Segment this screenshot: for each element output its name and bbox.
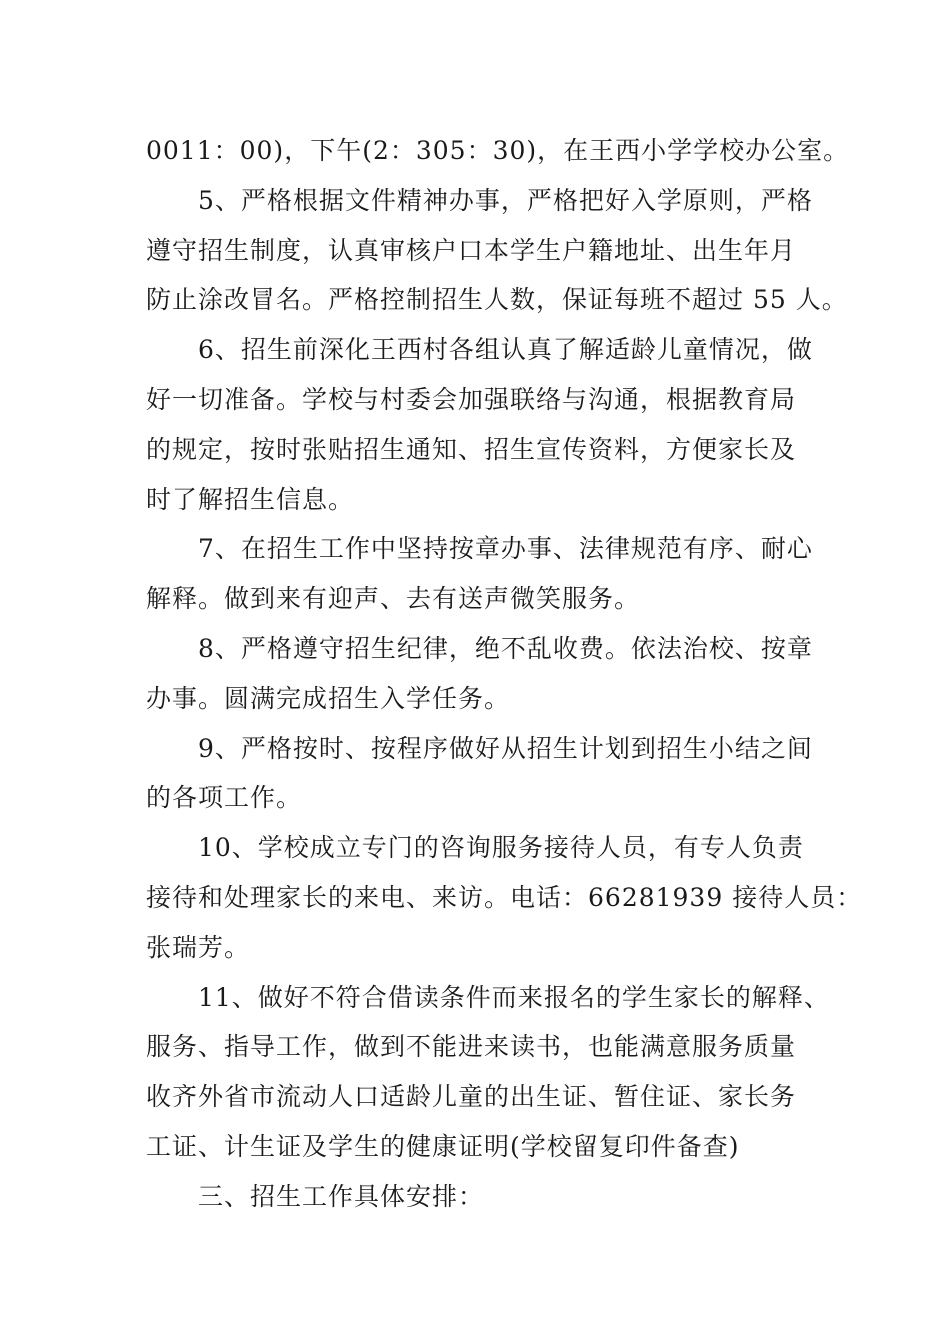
text-line-21: 工证、计生证及学生的健康证明(学校留复印件备查) (146, 1131, 740, 1161)
text-line-19: 服务、指导工作，做到不能进来读书，也能满意服务质量 (146, 1032, 797, 1062)
text-line-12: 办事。圆满完成招生入学任务。 (146, 683, 511, 713)
text-line-22: 三、招生工作具体安排： (198, 1181, 485, 1211)
text-line-6: 好一切准备。学校与村委会加强联络与沟通，根据教育局 (146, 384, 797, 414)
text-line-7: 的规定，按时张贴招生通知、招生宣传资料，方便家长及 (146, 434, 797, 464)
text-line-10: 解释。做到来有迎声、去有送声微笑服务。 (146, 584, 641, 614)
text-line-11: 8、严格遵守招生纪律，绝不乱收费。依法治校、按章 (198, 633, 813, 663)
text-line-4: 防止涂改冒名。严格控制招生人数，保证每班不超过 55 人。 (146, 285, 848, 315)
text-line-17: 张瑞芳。 (146, 932, 251, 962)
text-line-5: 6、招生前深化王西村各组认真了解适龄儿童情况，做 (198, 335, 813, 365)
text-line-8: 时了解招生信息。 (146, 484, 355, 514)
text-line-16: 接待和处理家长的来电、来访。电话：66281939 接待人员： (146, 882, 863, 912)
text-line-18: 11、做好不符合借读条件而来报名的学生家长的解释、 (198, 982, 830, 1012)
document-body (146, 126, 863, 1222)
text-line-14: 的各项工作。 (146, 783, 303, 813)
text-line-2: 5、严格根据文件精神办事，严格把好入学原则，严格 (198, 185, 813, 215)
text-line-9: 7、在招生工作中坚持按章办事、法律规范有序、耐心 (198, 534, 813, 564)
text-line-3: 遵守招生制度，认真审核户口本学生户籍地址、出生年月 (146, 235, 797, 265)
text-line-13: 9、严格按时、按程序做好从招生计划到招生小结之间 (198, 733, 813, 763)
text-line-1: 0011：00)，下午(2：305：30)，在王西小学学校办公室。 (146, 136, 850, 165)
text-line-15: 10、学校成立专门的咨询服务接待人员，有专人负责 (198, 833, 804, 863)
text-line-20: 收齐外省市流动人口适龄儿童的出生证、暂住证、家长务 (146, 1082, 797, 1112)
